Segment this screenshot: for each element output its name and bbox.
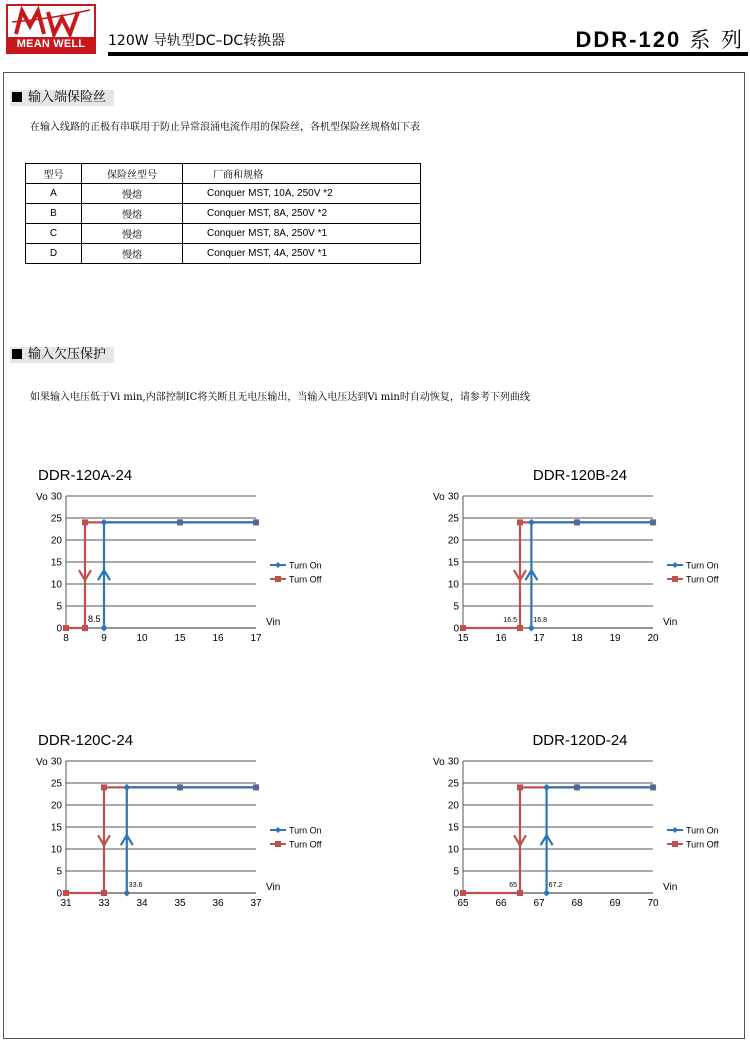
x-tick-label: 37 — [250, 898, 262, 909]
x-tick-label: 10 — [136, 633, 148, 644]
turn-off-point — [517, 784, 523, 790]
bullet-square-icon — [12, 92, 22, 102]
table-row — [26, 204, 421, 224]
legend-marker-turn-on — [672, 827, 678, 833]
turn-off-point — [101, 784, 107, 790]
y-tick-label: 10 — [447, 579, 459, 591]
section-title-fuse — [10, 90, 114, 106]
turn-off-point — [63, 890, 69, 896]
logo-text: MEAN WELL — [8, 37, 94, 52]
chart-svg — [415, 458, 745, 658]
series-line-turn-off — [66, 787, 256, 893]
series-line-turn-on — [104, 522, 256, 628]
y-tick-label: 5 — [56, 601, 62, 613]
chart-title: DDR-120B-24 — [532, 467, 628, 484]
x-tick-label: 66 — [495, 898, 507, 909]
table-cell: 慢熔 — [82, 204, 183, 224]
fuse-table — [25, 163, 421, 264]
x-tick-label: 33 — [98, 898, 110, 909]
page-title: 120W 导轨型DC–DC转换器 — [108, 33, 286, 49]
threshold-on-label: 16.8 — [533, 617, 548, 624]
turn-off-point — [517, 625, 523, 631]
legend-label-turn-on: Turn On — [289, 825, 322, 836]
y-tick-label: 15 — [50, 557, 62, 569]
table-cell: 慢熔 — [82, 224, 183, 244]
turn-off-point — [101, 890, 107, 896]
y-tick-label: 5 — [453, 601, 459, 613]
y-tick-label: 15 — [447, 822, 459, 834]
page-header — [0, 0, 750, 58]
turn-on-point — [123, 784, 130, 791]
x-tick-label: 68 — [571, 898, 583, 909]
chart-svg — [18, 458, 348, 658]
x-axis-label: Vin — [266, 882, 281, 893]
header-rule — [108, 52, 748, 56]
turn-on-point — [123, 890, 130, 897]
x-tick-label: 65 — [457, 898, 469, 909]
series-suffix: 系 列 — [689, 28, 744, 52]
turn-off-point — [63, 625, 69, 631]
uvp-title-text: 输入欠压保护 — [28, 347, 107, 362]
legend-label-turn-on: Turn On — [289, 560, 322, 571]
x-tick-label: 15 — [174, 633, 186, 644]
turn-off-point — [82, 625, 88, 631]
y-tick-label: 25 — [447, 778, 459, 790]
table-cell: Conquer MST, 10A, 250V *2 — [183, 184, 421, 204]
y-tick-label: 30 — [447, 491, 459, 503]
y-tick-label: 30 — [50, 491, 62, 503]
series-line-turn-on — [127, 787, 256, 893]
y-tick-label: 30 — [447, 756, 459, 768]
fuse-title-text: 输入端保险丝 — [28, 90, 107, 105]
uvp-description: 如果输入电压低于Vi min,内部控制IC将关断且无电压输出，当输入电压达到Vi min时自动恢复，请参考下列曲线 — [30, 392, 530, 403]
table-cell: Conquer MST, 4A, 250V *1 — [183, 244, 421, 264]
y-axis-label: Vo — [36, 492, 48, 503]
y-axis-label: Vo — [433, 492, 445, 503]
turn-on-point — [528, 519, 535, 526]
column-header: 型号 — [26, 164, 82, 184]
y-tick-label: 10 — [50, 579, 62, 591]
fuse-description: 在输入线路的正极有串联用于防止异常浪涌电流作用的保险丝，各机型保险丝规格如下表 — [30, 122, 420, 133]
turn-on-point — [101, 625, 108, 632]
turn-on-point — [101, 519, 108, 526]
x-tick-label: 19 — [609, 633, 621, 644]
section-title-uvp — [10, 347, 114, 363]
y-tick-label: 15 — [50, 822, 62, 834]
legend-marker-turn-on — [275, 827, 281, 833]
table-header-row — [26, 164, 421, 184]
y-axis-label: Vo — [36, 757, 48, 768]
y-tick-label: 25 — [50, 513, 62, 525]
legend-label-turn-off: Turn Off — [686, 574, 719, 585]
table-row — [26, 244, 421, 264]
legend-label-turn-on: Turn On — [686, 560, 719, 571]
x-tick-label: 18 — [571, 633, 583, 644]
threshold-off-label: 16.5 — [503, 617, 517, 624]
turn-off-point — [460, 890, 466, 896]
chart-ddr-120c-24 — [18, 723, 348, 923]
x-axis-label: Vin — [266, 617, 281, 628]
y-tick-label: 20 — [50, 535, 62, 547]
legend-marker-turn-off — [275, 576, 281, 582]
x-tick-label: 17 — [250, 633, 262, 644]
y-tick-label: 25 — [50, 778, 62, 790]
turn-on-point — [543, 890, 550, 897]
x-tick-label: 35 — [174, 898, 186, 909]
table-row — [26, 184, 421, 204]
turn-off-point — [460, 625, 466, 631]
y-tick-label: 5 — [453, 866, 459, 878]
legend-label-turn-off: Turn Off — [686, 839, 719, 850]
chart-title: DDR-120C-24 — [38, 732, 134, 749]
chart-title: DDR-120D-24 — [532, 732, 628, 749]
table-cell: 慢熔 — [82, 244, 183, 264]
y-tick-label: 15 — [447, 557, 459, 569]
table-cell: Conquer MST, 8A, 250V *2 — [183, 204, 421, 224]
legend-label-turn-on: Turn On — [686, 825, 719, 836]
table-cell: D — [26, 244, 82, 264]
legend-label-turn-off: Turn Off — [289, 839, 322, 850]
x-axis-label: Vin — [663, 617, 678, 628]
table-cell: 慢熔 — [82, 184, 183, 204]
x-tick-label: 36 — [212, 898, 224, 909]
turn-off-point — [82, 519, 88, 525]
series-line-turn-on — [547, 787, 653, 893]
column-header: 厂商和规格 — [183, 164, 421, 184]
threshold-on-label: 67.2 — [548, 882, 563, 889]
series-line-turn-on — [531, 522, 653, 628]
y-tick-label: 10 — [447, 844, 459, 856]
x-axis-label: Vin — [663, 882, 678, 893]
series-line-turn-off — [463, 522, 653, 628]
legend-marker-turn-off — [275, 841, 281, 847]
y-tick-label: 5 — [56, 866, 62, 878]
table-cell: B — [26, 204, 82, 224]
turn-off-point — [517, 519, 523, 525]
chart-ddr-120d-24 — [415, 723, 745, 923]
x-tick-label: 34 — [136, 898, 148, 909]
table-row — [26, 224, 421, 244]
chart-svg — [415, 723, 745, 923]
y-tick-label: 20 — [447, 535, 459, 547]
bullet-square-icon — [12, 349, 22, 359]
x-tick-label: 9 — [101, 633, 107, 644]
y-tick-label: 30 — [50, 756, 62, 768]
threshold-off-label: 65 — [509, 882, 517, 889]
threshold-on-label: 33.6 — [128, 882, 143, 889]
turn-on-point — [543, 784, 550, 791]
table-cell: Conquer MST, 8A, 250V *1 — [183, 224, 421, 244]
column-header: 保险丝型号 — [82, 164, 183, 184]
table-cell: C — [26, 224, 82, 244]
x-tick-label: 31 — [60, 898, 72, 909]
y-axis-label: Vo — [433, 757, 445, 768]
table-cell: A — [26, 184, 82, 204]
x-tick-label: 15 — [457, 633, 469, 644]
x-tick-label: 67 — [533, 898, 545, 909]
series-model: DDR-120 — [575, 27, 682, 52]
legend-label-turn-off: Turn Off — [289, 574, 322, 585]
y-tick-label: 20 — [50, 800, 62, 812]
y-tick-label: 0 — [56, 888, 62, 900]
x-tick-label: 69 — [609, 898, 621, 909]
threshold-off-label: 8.5 — [88, 614, 101, 624]
y-tick-label: 20 — [447, 800, 459, 812]
chart-ddr-120b-24 — [415, 458, 745, 658]
y-tick-label: 25 — [447, 513, 459, 525]
chart-ddr-120a-24 — [18, 458, 348, 658]
series-line-turn-off — [463, 787, 653, 893]
x-tick-label: 20 — [647, 633, 659, 644]
x-tick-label: 16 — [212, 633, 224, 644]
legend-marker-turn-off — [672, 576, 678, 582]
legend-marker-turn-off — [672, 841, 678, 847]
x-tick-label: 70 — [647, 898, 659, 909]
x-tick-label: 17 — [533, 633, 545, 644]
x-tick-label: 16 — [495, 633, 507, 644]
y-tick-label: 0 — [453, 623, 459, 635]
legend-marker-turn-on — [275, 562, 281, 568]
turn-off-point — [517, 890, 523, 896]
y-tick-label: 0 — [453, 888, 459, 900]
mean-well-logo — [6, 4, 96, 54]
y-tick-label: 0 — [56, 623, 62, 635]
series-line-turn-off — [66, 522, 256, 628]
turn-on-point — [528, 625, 535, 632]
chart-svg — [18, 723, 348, 923]
series-name — [575, 24, 744, 54]
legend-marker-turn-on — [672, 562, 678, 568]
chart-title: DDR-120A-24 — [38, 467, 133, 484]
y-tick-label: 10 — [50, 844, 62, 856]
mw-logo-icon — [8, 6, 94, 38]
x-tick-label: 8 — [63, 633, 69, 644]
